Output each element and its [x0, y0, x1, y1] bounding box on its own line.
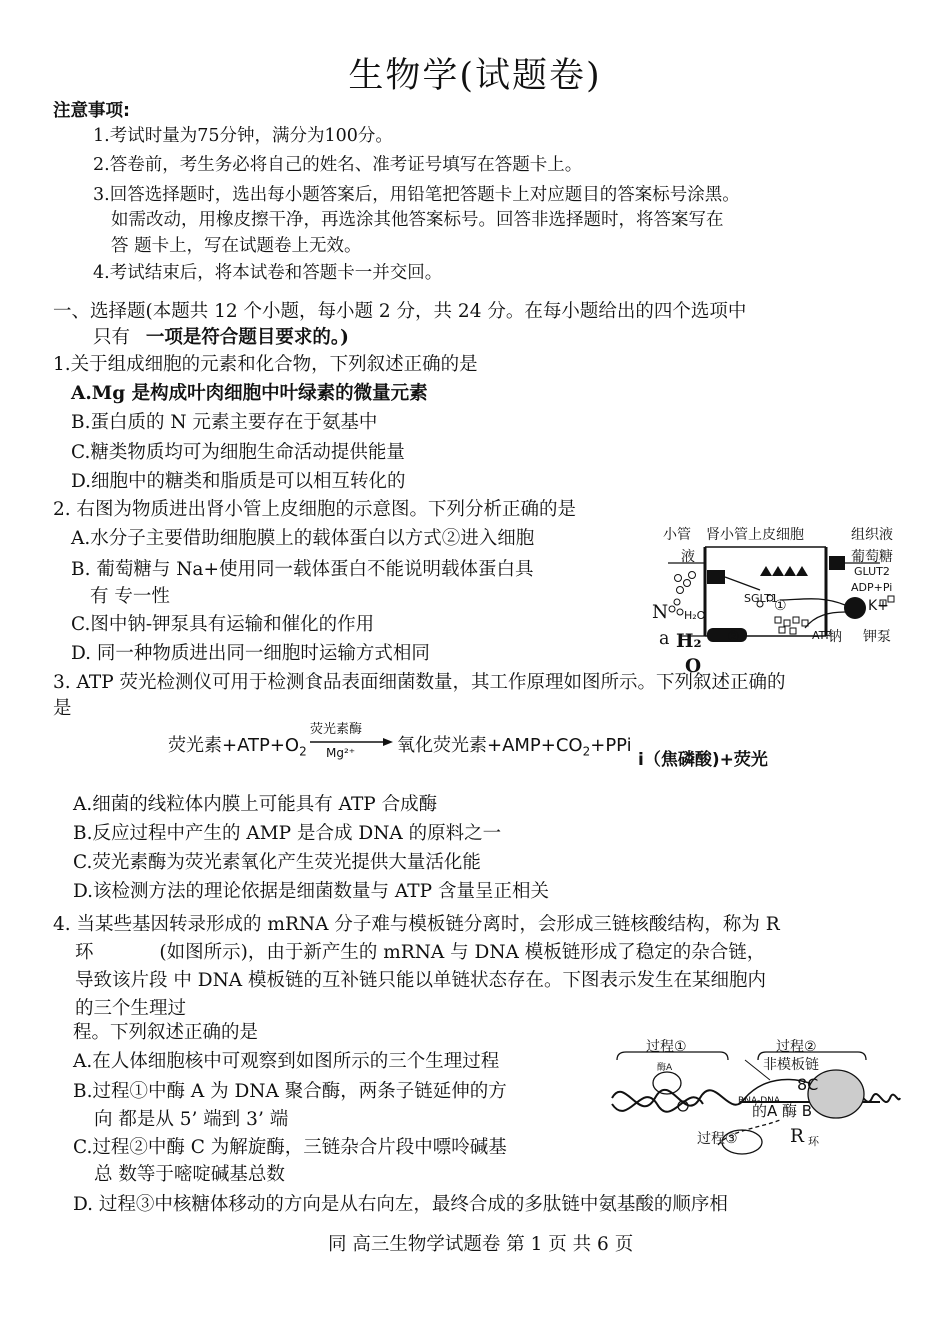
fig-lumen-label2: 液 — [681, 549, 695, 565]
q4-stem-cont2: 导致该片段 中 DNA 模板链的互补链只能以单链状态存在。下图表示发生在某细胞内 — [75, 970, 767, 991]
q2-stem: 2. 右图为物质进出肾小管上皮细胞的示意图。下列分析正确的是 — [53, 499, 577, 520]
equation-cofactor: Mg²⁺ — [326, 746, 356, 760]
fig-h2-label: H₂ — [676, 631, 702, 652]
fig-sglt1-label: SGLT1 — [744, 592, 778, 605]
q2-option-a: A.水分子主要借助细胞膜上的载体蛋白以方式②进入细胞 — [71, 528, 535, 549]
fig-glucose-label: 葡萄糖 — [851, 549, 893, 565]
equation-o2-subscript: 2 — [299, 744, 307, 759]
section-heading-part2: 一项是符合题目要求的。) — [145, 327, 349, 348]
q1-option-b: B.蛋白质的 N 元素主要存在于氨基中 — [71, 412, 378, 433]
fig-r-label: R — [790, 1126, 804, 1147]
q1-option-d: D.细胞中的糖类和脂质是可以相互转化的 — [71, 471, 406, 492]
notice-item-3: 3.回答选择题时，选出每小题答案后，用铅笔把答题卡上对应题目的答案标号涂黑。 — [93, 185, 740, 205]
q1-option-c: C.糖类物质均可为细胞生命活动提供能量 — [71, 442, 405, 463]
fig-circle1-label: ① — [774, 598, 787, 614]
fig-nontemplate-label: 非模板链 — [763, 1057, 819, 1073]
equation-products: 氧化荧光素+AMP+CO — [397, 735, 583, 756]
section-heading-part1: 只有 — [93, 327, 131, 348]
notice-heading: 注意事项: — [53, 101, 130, 121]
fig-rna-dna-label: RNA-DNA — [738, 1096, 781, 1106]
q4-stem-cont1-text: (如图所示)，由于新产生的 mRNA 与 DNA 模板链形成了稳定的杂合链， — [159, 942, 766, 963]
page-title: 生物学(试题卷) — [348, 56, 602, 96]
fig-lumen-label: 小管 — [663, 527, 691, 543]
fig-a-label: a — [659, 629, 670, 649]
q4-option-c: C.过程②中酶 C 为解旋酶，三链杂合片段中嘌呤碱基 — [73, 1137, 507, 1158]
q4-stem-cont3: 的三个生理过 — [75, 998, 187, 1019]
q4-stem-ring: 环 — [75, 942, 94, 963]
fig-circle2-label: ② — [727, 629, 740, 645]
fig-na-k-pump-label1: 钠 — [828, 629, 842, 645]
q2-option-c: C.图中钠-钾泵具有运输和催化的作用 — [71, 614, 375, 635]
q4-option-b: B.过程①中酶 A 为 DNA 聚合酶，两条子链延伸的方 — [73, 1081, 507, 1102]
page-footer: 同 高三生物学试题卷 第 1 页 共 6 页 — [328, 1234, 634, 1255]
notice-item-3-cont2: 答 题卡上，写在试题卷上无效。 — [111, 236, 362, 256]
fig-ring-label: 环 — [808, 1135, 819, 1148]
fig-enzyme-a-label: 酶A — [657, 1063, 673, 1073]
equation-co2-subscript: 2 — [582, 744, 591, 759]
fig-process3-label: 过程③ — [697, 1131, 738, 1147]
q1-option-a: A.Mg 是构成叶肉细胞中叶绿素的微量元素 — [71, 383, 428, 404]
q3-option-b: B.反应过程中产生的 AMP 是合成 DNA 的原料之一 — [73, 823, 502, 844]
notice-item-1: 1.考试时量为75分钟，满分为100分。 — [93, 126, 393, 146]
q3-option-d: D.该检测方法的理论依据是细菌数量与 ATP 含量呈正相关 — [73, 881, 549, 902]
equation-reactants: 荧光素+ATP+O — [168, 735, 300, 756]
q4-option-a: A.在人体细胞核中可观察到如图所示的三个生理过程 — [73, 1051, 500, 1072]
equation-tail: i（焦磷酸)+荧光 — [638, 750, 768, 770]
fig-adp-label: ADP+Pi — [851, 581, 893, 594]
fig-h2o-small-label: H₂O — [684, 609, 706, 622]
fig-atp-label: ATP — [812, 629, 833, 642]
q1-stem: 1.关于组成细胞的元素和化合物，下列叙述正确的是 — [53, 354, 478, 375]
notice-item-2: 2.答卷前，考生务必将自己的姓名、准考证号填写在答题卡上。 — [93, 155, 583, 175]
fig-k-label: K+ — [868, 598, 889, 614]
fig-process1-label: 过程① — [646, 1039, 687, 1055]
q3-stem-cont: 是 — [53, 698, 72, 719]
fig-na-k-pump-label2: 钾泵 — [863, 629, 891, 645]
fig-tissue-label: 组织液 — [851, 527, 893, 543]
q2-option-b: B. 葡萄糖与 Na+使用同一载体蛋白不能说明载体蛋白具 — [71, 559, 534, 580]
fig-o-label: O — [685, 656, 702, 677]
fig-n-label: N — [652, 602, 669, 623]
q2-option-b-cont: 有 专一性 — [90, 586, 170, 607]
q4-option-c-cont: 总 数等于嘧啶碱基总数 — [94, 1164, 285, 1185]
notice-item-3-cont: 如需改动，用橡皮擦干净，再选涂其他答案标号。回答非选择题时，将答案写在 — [111, 210, 724, 230]
fig-8c-label: 8C — [797, 1075, 819, 1094]
notice-item-4: 4.考试结束后，将本试卷和答题卡一并交回。 — [93, 263, 443, 283]
q4-option-d: D. 过程③中核糖体移动的方向是从右向左，最终合成的多肽链中氨基酸的顺序相 — [73, 1194, 728, 1215]
q4-stem-cont4: 程。下列叙述正确的是 — [73, 1022, 259, 1043]
section-heading: 一、选择题(本题共 12 个小题，每小题 2 分，共 24 分。在每小题给出的四个选项中 — [53, 301, 747, 322]
fig-enzyme-b-label: 的A 酶 B — [752, 1102, 813, 1120]
fig-glut2-label: GLUT2 — [854, 565, 890, 578]
q3-option-c: C.荧光素酶为荧光素氧化产生荧光提供大量活化能 — [73, 852, 481, 873]
equation-ppi: +PPi — [590, 735, 632, 756]
equation-enzyme: 荧光素酶 — [310, 722, 363, 737]
q3-stem: 3. ATP 荧光检测仪可用于检测食品表面细菌数量，其工作原理如图所示。下列叙述正确的 — [53, 672, 786, 693]
q4-option-b-cont: 向 都是从 5’ 端到 3’ 端 — [94, 1109, 289, 1130]
q3-option-a: A.细菌的线粒体内膜上可能具有 ATP 合成酶 — [73, 794, 438, 815]
q2-option-d: D. 同一种物质进出同一细胞时运输方式相同 — [71, 643, 430, 664]
q4-stem: 4. 当某些基因转录形成的 mRNA 分子难与模板链分离时，会形成三链核酸结构，称为 R — [53, 914, 780, 935]
fig-cell-label: 肾小管上皮细胞 — [706, 527, 804, 543]
fig-process2-label: 过程② — [776, 1039, 817, 1055]
